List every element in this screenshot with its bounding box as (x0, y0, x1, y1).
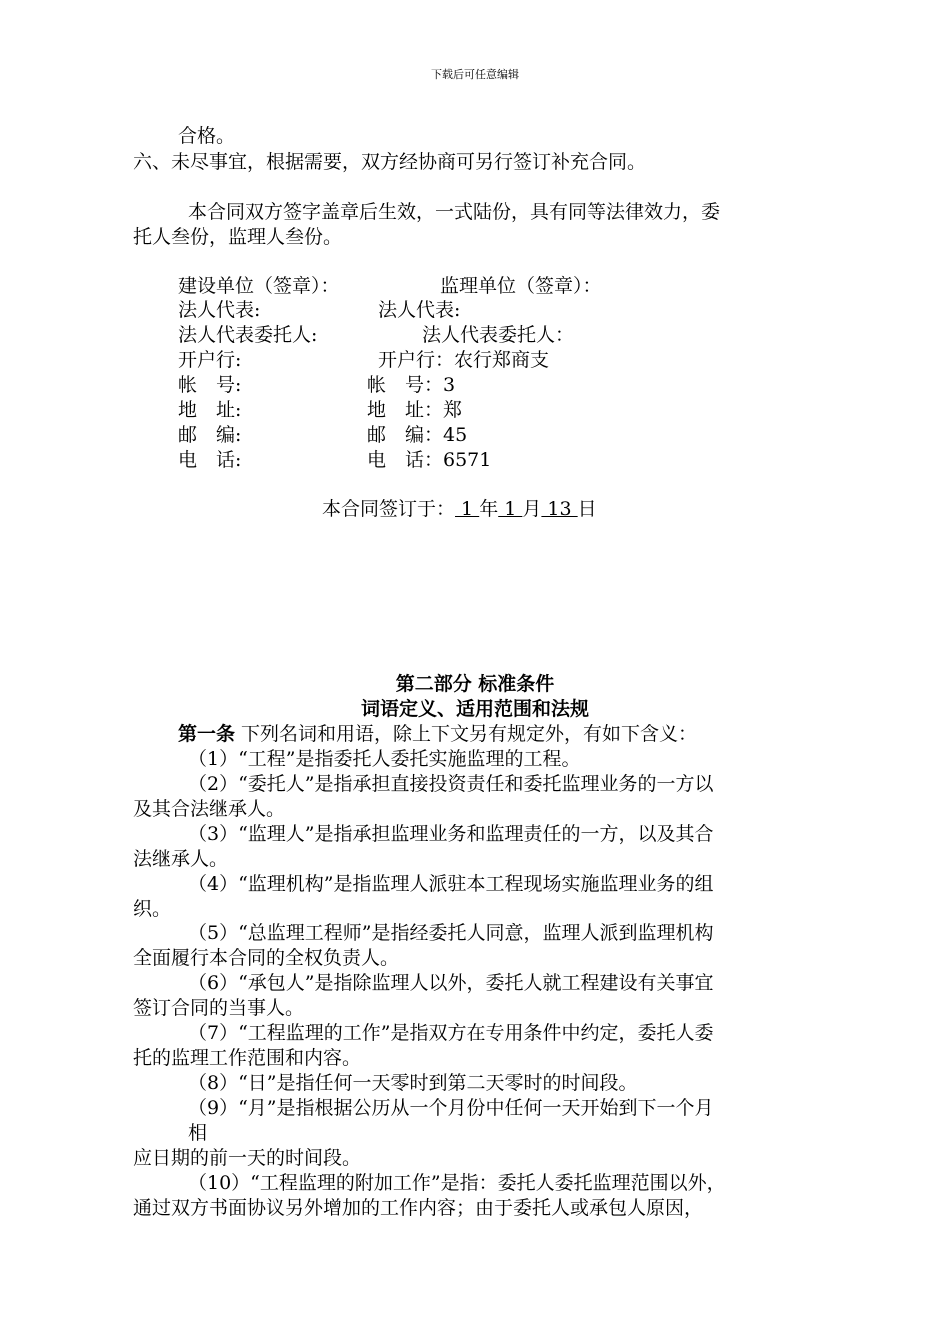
definition-line: 签订合同的当事人。 (133, 997, 305, 1019)
signature-left-legal-rep-agent: 法人代表委托人: (178, 324, 318, 346)
signed-date-year-unit: 年 (479, 498, 499, 520)
definition-line: （9）“月”是指根据公历从一个月份中任何一天开始到下一个月 (188, 1097, 714, 1119)
definition-line: 全面履行本合同的全权负责人。 (133, 947, 400, 969)
signed-date-month-unit: 月 (522, 498, 542, 520)
definition-line: （7）“工程监理的工作”是指双方在专用条件中约定，委托人委 (188, 1022, 714, 1044)
signed-date (322, 497, 597, 521)
signature-right-legal-rep: 法人代表: (378, 299, 461, 321)
definition-line: 织。 (133, 898, 172, 920)
part2-title: 第二部分 标准条件 (395, 673, 555, 695)
part2-subtitle: 词语定义、适用范围和法规 (360, 698, 589, 720)
definition-line: 通过双方书面协议另外增加的工作内容；由于委托人或承包人原因， (133, 1197, 704, 1219)
signed-date-year: 1 (455, 498, 480, 520)
signature-right-address: 地 址：郑 (367, 399, 463, 421)
definition-line: （6）“承包人”是指除监理人以外，委托人就工程建设有关事宜 (188, 972, 714, 994)
signed-date-month: 1 (498, 498, 523, 520)
definition-line: 法继承人。 (133, 848, 229, 870)
effect-paragraph-line-1: 本合同双方签字盖章后生效，一式陆份，具有同等法律效力，委 (188, 201, 721, 223)
text-line: 合格。 (178, 125, 236, 147)
definition-line: （8）“日”是指任何一天零时到第二天零时的时间段。 (188, 1072, 638, 1094)
signature-left-unit: 建设单位（签章）： (178, 275, 340, 297)
signature-left-bank: 开户行: (178, 349, 242, 371)
definition-line: 应日期的前一天的时间段。 (133, 1147, 362, 1169)
definition-line: （2）“委托人”是指承担直接投资责任和委托监理业务的一方以 (188, 773, 714, 795)
signature-left-legal-rep: 法人代表: (178, 299, 261, 321)
definition-line: （4）“监理机构”是指监理人派驻本工程现场实施监理业务的组 (188, 873, 714, 895)
page-header-note: 下载后可任意编辑 (431, 68, 519, 81)
signature-left-account: 帐 号: (178, 374, 242, 396)
signature-right-postcode: 邮 编：45 (367, 424, 468, 446)
definition-line: （3）“监理人”是指承担监理业务和监理责任的一方，以及其合 (188, 823, 714, 845)
article-1-label: 第一条 (178, 723, 236, 745)
signature-left-postcode: 邮 编: (178, 424, 242, 446)
signature-right-unit: 监理单位（签章）： (440, 275, 602, 297)
signature-left-address: 地 址: (178, 399, 242, 421)
definition-line: （1）“工程”是指委托人委托实施监理的工程。 (188, 748, 581, 770)
signature-left-phone: 电 话: (178, 449, 242, 471)
article-1-text: 下列名词和用语，除上下文另有规定外，有如下含义： (235, 723, 698, 745)
definition-line: （10）“工程监理的附加工作”是指：委托人委托监理范围以外， (188, 1172, 726, 1194)
signed-date-prefix: 本合同签订于： (322, 498, 456, 520)
signed-date-day-unit: 日 (577, 498, 597, 520)
signature-right-bank: 开户行：农行郑商支 (378, 349, 550, 371)
article-1 (178, 722, 697, 746)
signature-right-account: 帐 号：3 (367, 374, 456, 396)
effect-paragraph-line-2: 托人叁份，监理人叁份。 (133, 226, 343, 248)
signature-right-phone: 电 话：6571 (367, 449, 492, 471)
definition-line: 及其合法继承人。 (133, 798, 286, 820)
signature-right-legal-rep-agent: 法人代表委托人： (422, 324, 575, 346)
definition-line: 托的监理工作范围和内容。 (133, 1047, 362, 1069)
definition-line: 相 (188, 1122, 208, 1144)
signed-date-day: 13 (541, 498, 578, 520)
clause-item-6: 六、未尽事宜，根据需要，双方经协商可另行签订补充合同。 (133, 151, 647, 173)
definition-line: （5）“总监理工程师”是指经委托人同意，监理人派到监理机构 (188, 922, 714, 944)
